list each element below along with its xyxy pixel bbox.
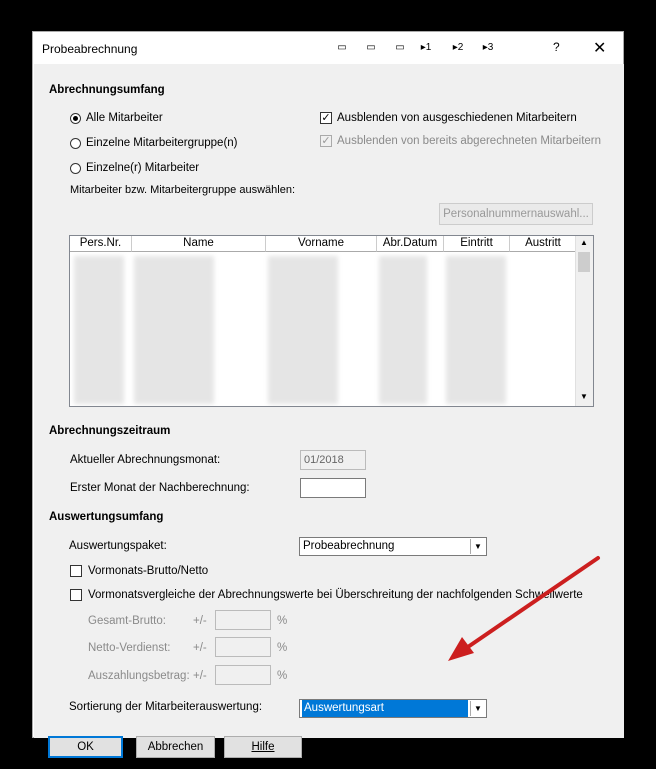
current-month-field: 01/2018	[300, 450, 366, 470]
period-header: Abrechnungszeitraum	[49, 425, 171, 437]
sort-value: Auswertungsart	[302, 700, 468, 717]
radio-all-label: Alle Mitarbeiter	[86, 112, 163, 124]
page-arrow-icon[interactable]: ▭	[366, 42, 376, 53]
blurred-column	[379, 256, 427, 404]
payout-unit: %	[277, 670, 288, 682]
help-icon[interactable]: ?	[553, 40, 560, 54]
net-label: Netto-Verdienst:	[88, 642, 171, 654]
evaluation-header: Auswertungsumfang	[49, 511, 164, 523]
sort-select[interactable]	[299, 699, 487, 718]
arrow-shaft	[462, 558, 598, 651]
hide-billed-checkbox: ✓	[321, 135, 331, 147]
select-employees-label: Mitarbeiter bzw. Mitarbeitergruppe auswählen:	[70, 184, 296, 196]
hide-retired-label: Ausblenden von ausgeschiedenen Mitarbeitern	[337, 112, 577, 124]
radio-all-employees[interactable]	[70, 113, 81, 124]
window-title: Probeabrechnung	[42, 42, 138, 56]
package-label: Auswertungspaket:	[69, 540, 167, 552]
radio-group-label: Einzelne Mitarbeitergruppe(n)	[86, 137, 238, 149]
net-field	[215, 637, 271, 657]
chevron-down-icon: ▼	[470, 701, 485, 716]
title-bar	[33, 32, 623, 64]
radio-single-label: Einzelne(r) Mitarbeiter	[86, 162, 200, 174]
blurred-column	[74, 256, 124, 404]
blurred-column	[446, 256, 506, 404]
arrow-head	[448, 637, 474, 661]
close-icon[interactable]: ✕	[593, 40, 607, 57]
col-persnr[interactable]: Pers.Nr.	[70, 236, 132, 252]
gross-field	[215, 610, 271, 630]
current-month-label: Aktueller Abrechnungsmonat:	[70, 454, 221, 466]
net-unit: %	[277, 642, 288, 654]
scroll-down-icon[interactable]: ▼	[580, 392, 588, 401]
col-abrdatum[interactable]: Abr.Datum	[377, 236, 444, 252]
annotation-arrow	[440, 555, 610, 670]
cancel-button[interactable]: Abbrechen	[136, 736, 215, 758]
compare-label: Vormonatsvergleiche der Abrechnungswerte bei Überschreitung der nachfolgenden Schwellwerte	[88, 589, 583, 601]
step2-icon[interactable]: ▸2	[452, 42, 464, 53]
step3-icon[interactable]: ▸3	[482, 42, 494, 53]
package-select[interactable]	[299, 537, 487, 556]
hide-billed-label: Ausblenden von bereits abgerechneten Mitarbeitern	[337, 135, 602, 147]
persnr-selection-button[interactable]: Personalnummernauswahl...	[439, 203, 593, 225]
help-button[interactable]	[224, 736, 302, 758]
gross-label: Gesamt-Brutto:	[88, 615, 166, 627]
prev-month-checkbox[interactable]	[70, 565, 82, 577]
blurred-column	[268, 256, 338, 404]
gross-pm: +/-	[193, 615, 207, 627]
package-value: Probeabrechnung	[303, 540, 395, 552]
prev-month-label: Vormonats-Brutto/Netto	[88, 565, 209, 577]
page-copy-icon[interactable]: ▭	[395, 42, 405, 53]
list-scrollbar[interactable]	[575, 236, 593, 406]
radio-single-employee[interactable]	[70, 163, 81, 174]
step1-icon[interactable]: ▸1	[420, 42, 432, 53]
col-vorname[interactable]: Vorname	[266, 236, 377, 252]
page-icon[interactable]: ▭	[337, 42, 347, 53]
net-pm: +/-	[193, 642, 207, 654]
help-button-label: Hilfe	[251, 741, 275, 753]
col-name[interactable]: Name	[132, 236, 266, 252]
scroll-up-icon[interactable]: ▲	[580, 238, 588, 247]
scope-header: Abrechnungsumfang	[49, 84, 165, 96]
payout-label: Auszahlungsbetrag:	[88, 670, 190, 682]
payout-pm: +/-	[193, 670, 207, 682]
blurred-column	[134, 256, 214, 404]
sort-label: Sortierung der Mitarbeiterauswertung:	[69, 701, 263, 713]
chevron-down-icon: ▼	[470, 539, 485, 554]
hide-retired-checkbox[interactable]: ✓	[321, 112, 331, 124]
radio-employee-group[interactable]	[70, 138, 81, 149]
employee-list[interactable]	[69, 235, 594, 407]
col-eintritt[interactable]: Eintritt	[444, 236, 510, 252]
col-austritt[interactable]: Austritt	[510, 236, 577, 252]
payout-field	[215, 665, 271, 685]
gross-unit: %	[277, 615, 288, 627]
first-month-field[interactable]	[300, 478, 366, 498]
compare-checkbox[interactable]	[70, 589, 82, 601]
scroll-thumb[interactable]	[578, 252, 590, 272]
first-month-label: Erster Monat der Nachberechnung:	[70, 482, 250, 494]
ok-button[interactable]: OK	[48, 736, 123, 758]
